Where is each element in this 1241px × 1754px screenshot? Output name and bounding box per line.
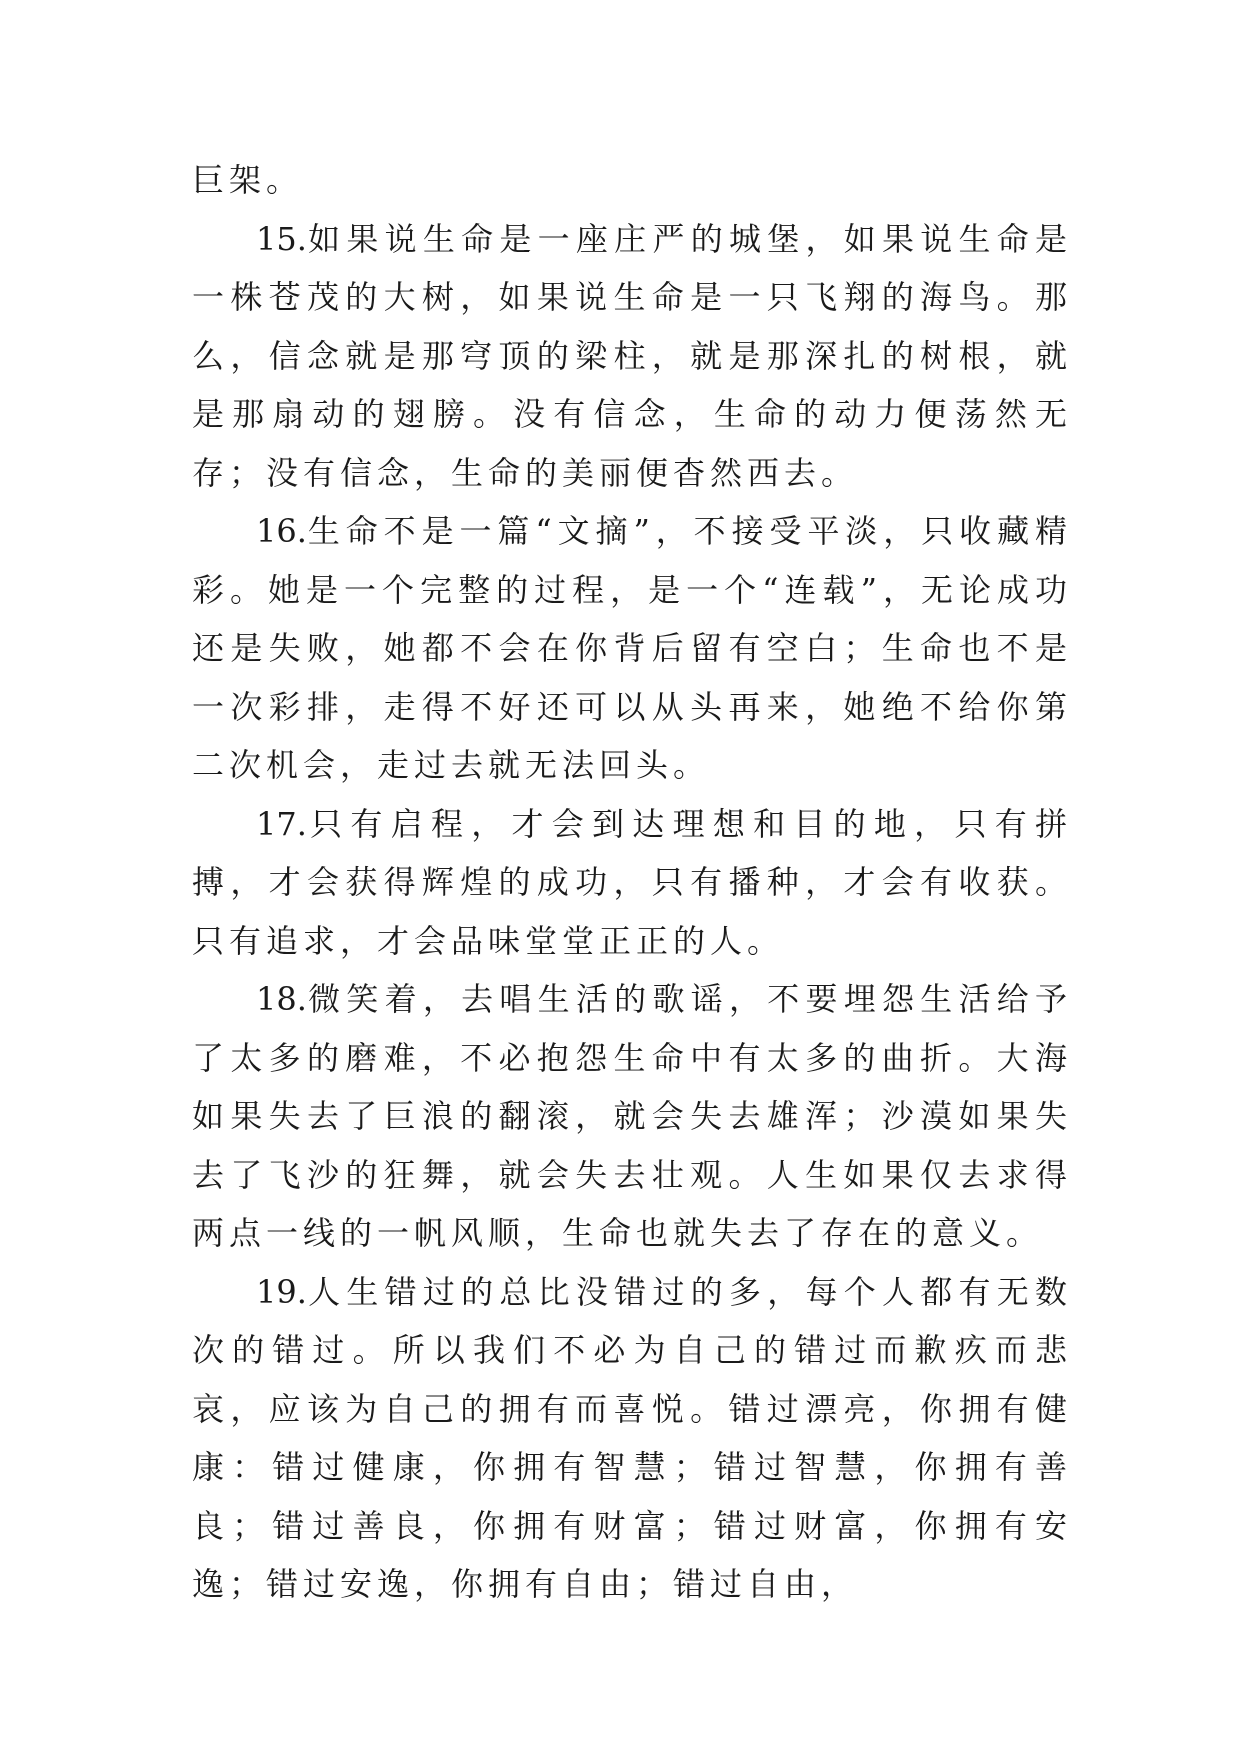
- paragraph-text: 生命不是一篇“文摘”，不接受平淡，只收藏精彩。她是一个完整的过程，是一个“连载”，无论成功还是失败，她都不会在你背后留有空白；生命也不是一次彩排，走得不好还可以从头再来，她绝不给你第二次机会，走过去就无法回头。: [192, 512, 1072, 784]
- paragraph-number: 16.: [256, 512, 307, 550]
- continuation-text: 巨架。: [192, 161, 304, 199]
- paragraph-number: 15.: [256, 219, 307, 258]
- paragraph-number: 17.: [256, 804, 307, 843]
- paragraph-19: [192, 1263, 1072, 1614]
- continuation-paragraph: [192, 151, 1072, 210]
- paragraph-text: 如果说生命是一座庄严的城堡，如果说生命是一株苍茂的大树，如果说生命是一只飞翔的海鸟。那么，信念就是那穹顶的梁柱，就是那深扎的树根，就是那扇动的翅膀。没有信念，生命的动力便荡然无存；没有信念，生命的美丽便杳然西去。: [192, 219, 1072, 492]
- paragraph-15: [192, 210, 1072, 503]
- paragraph-18: [192, 970, 1072, 1263]
- body-text: [192, 151, 1072, 1614]
- paragraph-number: 19.: [256, 1272, 307, 1311]
- paragraph-number: 18.: [256, 980, 307, 1018]
- paragraph-17: [192, 795, 1072, 971]
- paragraph-text: 只有启程，才会到达理想和目的地，只有拼搏，才会获得辉煌的成功，只有播种，才会有收获。只有追求，才会品味堂堂正正的人。: [192, 804, 1072, 960]
- paragraph-text: 人生错过的总比没错过的多，每个人都有无数次的错过。所以我们不必为自己的错过而歉疚而悲哀，应该为自己的拥有而喜悦。错过漂亮，你拥有健康：错过健康，你拥有智慧；错过智慧，你拥有善良；错过善良，你拥有财富；错过财富，你拥有安逸；错过安逸，你拥有自由；错过自由，: [192, 1272, 1072, 1603]
- paragraph-16: [192, 502, 1072, 795]
- paragraph-text: 微笑着，去唱生活的歌谣，不要埋怨生活给予了太多的磨难，不必抱怨生命中有太多的曲折。大海如果失去了巨浪的翻滚，就会失去雄浑；沙漠如果失去了飞沙的狂舞，就会失去壮观。人生如果仅去求得两点一线的一帆风顺，生命也就失去了存在的意义。: [192, 980, 1072, 1252]
